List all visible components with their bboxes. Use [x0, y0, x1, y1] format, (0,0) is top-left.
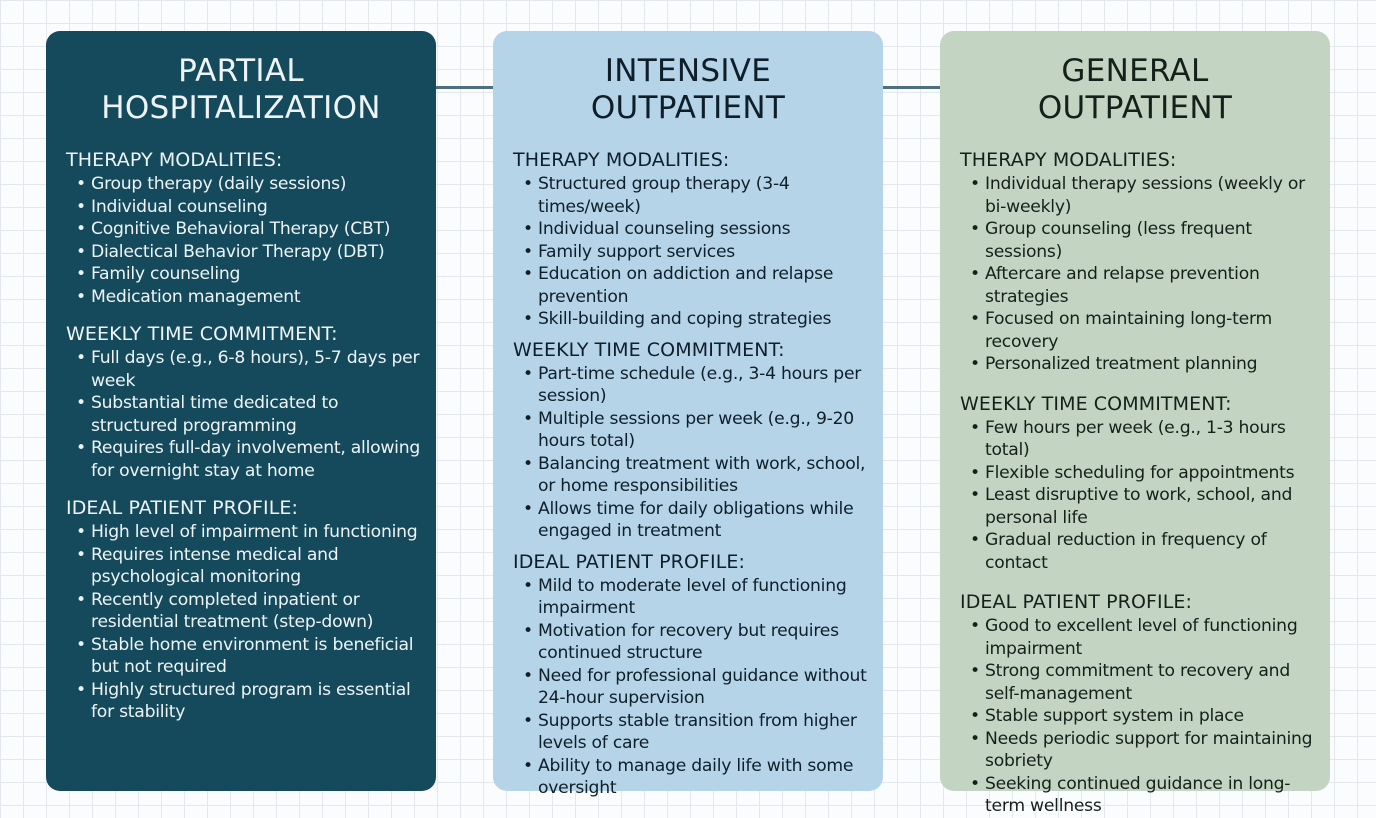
card-title-line: OUTPATIENT: [1037, 90, 1233, 126]
bullet-item: • Aftercare and relapse prevention strategies: [960, 263, 1322, 308]
bullet-item: • Dialectical Behavior Therapy (DBT): [66, 241, 428, 264]
bullet-item: • Focused on maintaining long-term recovery: [960, 308, 1322, 353]
bullet-item: • Family counseling: [66, 263, 428, 286]
bullet-item: • Part-time schedule (e.g., 3-4 hours per session): [513, 363, 875, 408]
bullet-list: [960, 615, 1322, 818]
bullet-item: • Personalized treatment planning: [960, 353, 1322, 376]
bullet-item: • Individual therapy sessions (weekly or bi-weekly): [960, 173, 1322, 218]
bullet-item: • Group therapy (daily sessions): [66, 173, 428, 196]
section: [960, 591, 1322, 818]
section-heading: WEEKLY TIME COMMITMENT:: [513, 338, 785, 361]
bullet-item: • Medication management: [66, 286, 428, 309]
bullet-item: • Stable home environment is beneficial but not required: [66, 634, 428, 679]
bullet-item: • Stable support system in place: [960, 705, 1322, 728]
card-title-line: HOSPITALIZATION: [101, 90, 381, 126]
bullet-list: [513, 575, 875, 800]
section-heading: WEEKLY TIME COMMITMENT:: [66, 323, 338, 345]
section: [513, 551, 875, 800]
bullet-item: • Structured group therapy (3-4 times/week): [513, 173, 875, 218]
section-heading: IDEAL PATIENT PROFILE:: [960, 591, 1193, 613]
bullet-item: • Requires intense medical and psychological monitoring: [66, 544, 428, 589]
card-general-outpatient: [940, 31, 1330, 816]
bullet-item: • Full days (e.g., 6-8 hours), 5-7 days per week: [66, 347, 428, 392]
bullet-item: • Supports stable transition from higher levels of care: [513, 710, 875, 755]
card-title-line: INTENSIVE: [604, 53, 772, 89]
card-title: [66, 53, 428, 127]
bullet-item: • Good to excellent level of functioning impairment: [960, 615, 1322, 660]
section: [960, 149, 1322, 376]
section-heading: IDEAL PATIENT PROFILE:: [66, 497, 299, 519]
bullet-item: • Motivation for recovery but requires continued structure: [513, 620, 875, 665]
bullet-item: • Few hours per week (e.g., 1-3 hours total): [960, 417, 1322, 462]
section: [66, 149, 428, 308]
bullet-item: • High level of impairment in functioning: [66, 521, 428, 544]
bullet-item: • Balancing treatment with work, school, or home responsibilities: [513, 453, 875, 498]
card-title-line: PARTIAL: [178, 53, 304, 89]
bullet-item: • Individual counseling: [66, 196, 428, 219]
bullet-list: [960, 417, 1322, 575]
bullet-list: [66, 173, 428, 308]
section-heading: THERAPY MODALITIES:: [960, 149, 1177, 171]
bullet-item: • Seeking continued guidance in long-term wellness: [960, 773, 1322, 818]
bullet-item: • Family support services: [513, 241, 875, 264]
bullet-item: • Ability to manage daily life with some oversight: [513, 755, 875, 800]
card-title: [513, 53, 875, 127]
section-heading: THERAPY MODALITIES:: [513, 149, 730, 171]
bullet-list: [513, 173, 875, 331]
bullet-item: • Flexible scheduling for appointments: [960, 462, 1322, 485]
card-title: [960, 53, 1322, 127]
bullet-item: • Skill-building and coping strategies: [513, 308, 875, 331]
card-title-line: GENERAL: [1061, 53, 1209, 89]
section-heading: IDEAL PATIENT PROFILE:: [513, 550, 746, 573]
bullet-item: • Gradual reduction in frequency of contact: [960, 529, 1322, 574]
bullet-item: • Individual counseling sessions: [513, 218, 875, 241]
card-partial-hospitalization: [46, 31, 436, 791]
card-intensive-outpatient: [493, 31, 883, 798]
bullet-item: • Recently completed inpatient or residential treatment (step-down): [66, 589, 428, 634]
bullet-list: [66, 347, 428, 482]
section: [513, 339, 875, 543]
bullet-item: • Needs periodic support for maintaining sobriety: [960, 728, 1322, 773]
bullet-item: • Education on addiction and relapse prevention: [513, 263, 875, 308]
bullet-item: • Cognitive Behavioral Therapy (CBT): [66, 218, 428, 241]
bullet-list: [66, 521, 428, 724]
bullet-item: • Strong commitment to recovery and self-management: [960, 660, 1322, 705]
connector-line-left: [436, 86, 493, 89]
bullet-item: • Least disruptive to work, school, and personal life: [960, 484, 1322, 529]
bullet-item: • Highly structured program is essential for stability: [66, 679, 428, 724]
bullet-item: • Allows time for daily obligations while engaged in treatment: [513, 498, 875, 543]
connector-line-right: [883, 86, 940, 89]
section: [513, 149, 875, 331]
bullet-item: • Substantial time dedicated to structured programming: [66, 392, 428, 437]
bullet-item: • Requires full-day involvement, allowing for overnight stay at home: [66, 437, 428, 482]
section: [66, 323, 428, 482]
card-title-line: OUTPATIENT: [590, 90, 786, 126]
section: [960, 393, 1322, 575]
bullet-item: • Mild to moderate level of functioning impairment: [513, 575, 875, 620]
bullet-item: • Multiple sessions per week (e.g., 9-20 hours total): [513, 408, 875, 453]
bullet-item: • Need for professional guidance without 24-hour supervision: [513, 665, 875, 710]
bullet-item: • Group counseling (less frequent sessions): [960, 218, 1322, 263]
section-heading: THERAPY MODALITIES:: [66, 149, 283, 171]
bullet-list: [960, 173, 1322, 376]
section-heading: WEEKLY TIME COMMITMENT:: [960, 392, 1232, 415]
section: [66, 497, 428, 724]
bullet-list: [513, 363, 875, 543]
